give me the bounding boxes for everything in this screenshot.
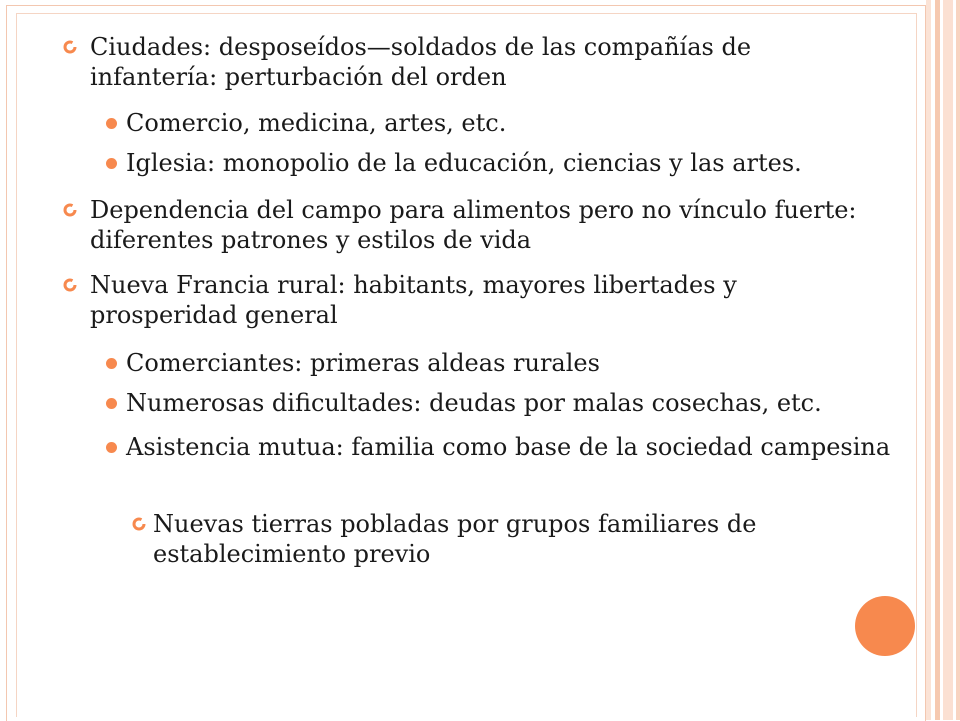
dot-bullet-icon [106,358,117,369]
sub-bullet-item [126,388,896,418]
sub-sub-bullet-item [153,509,873,569]
dot-bullet-icon [106,158,117,169]
decorative-stripes [926,0,960,720]
bullet-text: Asistencia mutua: familia como base de la sociedad campesina [126,433,891,461]
bullet-text: Nuevas tierras pobladas por grupos familiares de establecimiento previo [153,510,757,568]
sub-bullet-item [126,432,896,462]
bullet-text: Ciudades: desposeídos—soldados de las compañías de infantería: perturbación del orden [90,33,752,91]
bullet-text: Numerosas dificultades: deudas por malas cosechas, etc. [126,389,822,417]
bullet-item [90,32,870,92]
bullet-text: Comerciantes: primeras aldeas rurales [126,349,600,377]
bullet-text: Comercio, medicina, artes, etc. [126,109,507,137]
bullet-text: Dependencia del campo para alimentos pero no vínculo fuerte: diferentes patrones y estilos de vida [90,196,857,254]
bullet-item [90,195,870,255]
bullet-text: Iglesia: monopolio de la educación, ciencias y las artes. [126,149,802,177]
ring-bullet-icon [62,39,78,55]
sub-bullet-item [126,108,896,138]
sub-bullet-item [126,348,896,378]
dot-bullet-icon [106,398,117,409]
dot-bullet-icon [106,118,117,129]
dot-bullet-icon [106,442,117,453]
bullet-text: Nueva Francia rural: habitants, mayores libertades y prosperidad general [90,271,737,329]
ring-bullet-icon [62,202,78,218]
ring-bullet-icon [131,516,147,532]
sub-bullet-item [126,148,896,178]
accent-circle [855,596,915,656]
ring-bullet-icon [62,277,78,293]
bullet-item [90,270,870,330]
